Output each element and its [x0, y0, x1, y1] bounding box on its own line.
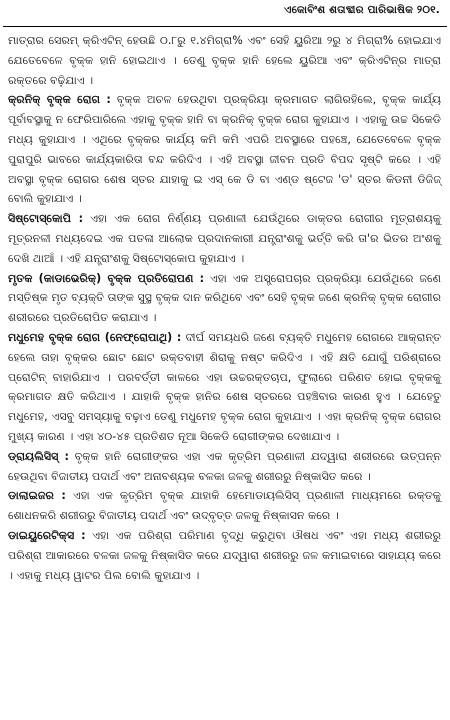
glossary-entry — [8, 447, 441, 487]
glossary-entry — [8, 328, 441, 447]
glossary-entry — [8, 269, 441, 328]
entry-text: ଏହା ଏକ ରୋଗ ନିର୍ଣ୍ଣୟ ପ୍ରଣାଳୀ ଯେଉଁଥିରେ ଡାକ୍ତର ରୋଗୀର ମୂତ୍ରାଶୟକୁ ମୂତ୍ରନଳୀ ମଧ୍ୟଦେଇ ଏକ ପତଳା ଆଲୋକ ପ୍ରଦାନକାରୀ ଯନ୍ତ୍ରାଂଶକୁ ଭର୍ତ୍ତି କରି ତା'ର ଭିତର ଅଂଶକୁ ଦେଖି ଥାଆଁ । ଏହି ଯନ୍ତ୍ରାଂଶକୁ ସିଷ୍ଟୋସ୍କୋପ କୁହାଯାଏ । — [8, 212, 441, 265]
glossary-entry — [8, 486, 441, 526]
header-rule — [3, 26, 447, 27]
glossary-entry — [8, 209, 441, 268]
glossary-body — [8, 31, 441, 585]
entry-text: ଏହା ଏକ କୃତ୍ରିମ ବୃକ୍କ ଯାହାକି ହେମୋଡାୟଲିସିସ୍ ପ୍ରଣାଳୀ ମାଧ୍ୟମରେ ରକ୍ତକୁ ଶୋଧନକରି ଶରୀରରୁ ବିଜାତୀୟ ପଦାର୍ଥ ଏବଂ ଉଦ୍‌ବୃତ୍ତ ଜଳକୁ ନିଷ୍କାସନ କରେ । — [8, 489, 441, 523]
entry-term: ଡ୍ରାୟଲିସିସ୍ : — [8, 449, 69, 463]
entry-text: ବୃକ୍କ ଅଚଳ ହେଉଥିବା ପ୍ରକ୍ରିୟା କ୍ରମାଗତ ଲାଗିରହିଲେ, ବୃକ୍କ କାର୍ଯ୍ୟ ପୂର୍ବାବସ୍ଥାକୁ ନ ଫେରିପାରିଲେ ଏହାକୁ ବୃକ୍କ ହାନି ବା କ୍ରନିକ୍ ବୃକ୍କ ରୋଗ କୁହାଯାଏ । ଏହାକୁ ଉଚ୍ଚ ସିକେଡି ମଧ୍ୟ କୁହାଯାଏ । ଏଥିରେ ବୃକ୍କର କାର୍ଯ୍ୟ କମି କମି ଏପରି ଅବସ୍ଥାରେ ପହଞ୍ଚେ, ଯେତେବେଳେ ବୃକ୍କ ପୁରାପୁରି ଭାବରେ କାର୍ଯ୍ୟକାରିତା ବନ୍ଦ କରିଦିଏ । ଏହି ଅବସ୍ଥା ଜୀବନ ପ୍ରତି ବିପଦ ସୃଷ୍ଟି କରେ । ଏହି ଅବସ୍ଥା ବୃକ୍କ ରୋଗର ଶେଷ ସ୍ତର ଯାହାକୁ ଇ ଏସ୍ କେ ଡି ବା ଏଣ୍ଡ ଷ୍ଟେଜ 'ଡ' ସ୍ତର କିଡନୀ ଡିଜିଜ୍ ବୋଲି କୁହାଯାଏ । — [8, 93, 441, 206]
entry-text: ଏହା ଏକ ଅସ୍ତ୍ରୋପଚାର ପ୍ରକ୍ରିୟା ଯେଉଁଥିରେ ଜଣେ ମସ୍ତିଷ୍କ ମୃତ ବ୍ୟକ୍ତି ତାଙ୍କ ସୁସ୍ଥ ବୃକ୍କ ଦାନ କରିଥିବେ ଏବଂ ସେହି ବୃକ୍କ ଜଣେ କ୍ରନିକ୍ ବୃକ୍କ ରୋଗୀର ଶରୀରରେ ପ୍ରତିରୋପିତ କରାଯାଏ । — [8, 271, 441, 325]
entry-text: ବୃକ୍କ ହାନି ରୋଗୀଙ୍କର ଏହା ଏକ କୃତ୍ରିମ ପ୍ରଣାଳୀ ଯଦ୍ୱାରା ଶରୀରରେ ଉତ୍ପନ୍ନ ହେଉଥିବା ବିଜାତୀୟ ପଦାର୍ଥ ଏବଂ ଅନାବଶ୍ୟକ ବଳକା ଜଳକୁ ଶରୀରରୁ ନିଷ୍କାସିତ କରେ । — [8, 449, 441, 483]
entry-term: ମଧୁମେହ ବୃକ୍କ ରୋଗ (ନେଫ୍ରୋପାଥି) : — [8, 330, 182, 344]
entry-text: ଏହା ଏକ ପରିଶ୍ରା ପରିମାଣ ବୃଦ୍ଧି କରୁଥିବା ଔଷଧ ଏବଂ ଏହା ମଧ୍ୟ ଶରୀରରୁ ପରିଶ୍ରା ଆକାରରେ ବଳକା ଜଳକୁ ନିଷ୍କାସିତ କରେ ଯଦ୍ୱାରା ଶରୀରରୁ ଜଳ କମାଇବାରେ ସାହାଯ୍ୟ କରେ । ଏହାକୁ ମଧ୍ୟ ୱାଟର ପିଲ ବୋଲି କୁହାଯାଏ । — [8, 528, 441, 582]
entry-text: ଦୀର୍ଘ ସମୟଧରି ଜଣେ ବ୍ୟକ୍ତି ମଧୁମେହ ରୋଗରେ ଆକ୍ରାନ୍ତ ହେଲେ ତାହା ବୃକ୍କର ଛୋଟ ଛୋଟ ରକ୍ତବାହୀ ଶିରାକୁ ନଷ୍ଟ କରିଦିଏ । ଏହି କ୍ଷତି ଯୋଗୁଁ ପରିଶ୍ରାରେ ପ୍ରୋଟିନ୍ ବାହାରିଯାଏ । ପରବର୍ତ୍ତୀ କାଳରେ ଏହା ଉଚ୍ଚରକ୍ତଚାପ, ଫୁଲାରେ ପରିଣତ ହୋଇ ବୃକ୍କକୁ କ୍ରମାଗତ କ୍ଷତି କରିଥାଏ । ଯାହାକି ବୃକ୍କ ହାନିର ଶେଷ ସ୍ତରରେ ପହଞ୍ଚିବାର କାରଣ ହୁଏ । ଯେହେତୁ ମଧୁମେହ, ଏସବୁ ସମସ୍ୟାକୁ ବଢ଼ାଏ ତେଣୁ ମଧୁମେହ ବୃକ୍କ ରୋଗ କୁହାଯାଏ । ଏହା କ୍ରନିକ୍ ବୃକ୍କ ରୋଗର ମୁଖ୍ୟ କାରଣ । ଏହା ୪୦-୪୫ ପ୍ରତିଶତ ନୂଆ ସିକେଡି ରୋଗୀଙ୍କର ଦେଖାଯାଏ । — [8, 330, 441, 443]
entry-term: କ୍ରନିକ୍ ବୃକ୍କ ରୋଗ : — [8, 93, 111, 107]
entry-term: ମୃତକ (କାଡାଭେରିକ୍) ବୃକ୍କ ପ୍ରତିରୋପଣ : — [8, 271, 205, 285]
entry-term: ଡାଇୟୁରେଟିକ୍ସ : — [8, 528, 86, 542]
entry-term: ସିଷ୍ଟୋସ୍କୋପି : — [8, 212, 84, 226]
entry-term: ଡାଲାଇଜର : — [8, 489, 66, 503]
glossary-entry — [8, 526, 441, 585]
running-header: ଏକୋବିଂଶ ଶତାବ୍ଦୀର ପାରିଭାଷିକ ୨୦୧. — [284, 4, 440, 16]
glossary-entry — [8, 31, 441, 90]
glossary-entry — [8, 90, 441, 209]
entry-text: ମାତ୍ରାର ସେରମ୍ କ୍ରିଏଟିନ୍ ହେଉଛି ୦.୮ରୁ ୧.୪ମିଗ୍ରା% ଏବଂ ସେହି ୟୁରିଆ ୨ରୁ ୪ ମିଗ୍ରା% ହୋଇଯାଏ ଯେତେବେଳେ ବୃକ୍କ ହାନି ହୋଇଥାଏ । ତେଣୁ ବୃକ୍କ ହାନି ହେଲେ ୟୁରିଆ ଏବଂ କ୍ରିଏଟିନ୍‌ର ମାତ୍ରା ରକ୍ତରେ ବଢ଼ିଯାଏ । — [8, 34, 441, 87]
